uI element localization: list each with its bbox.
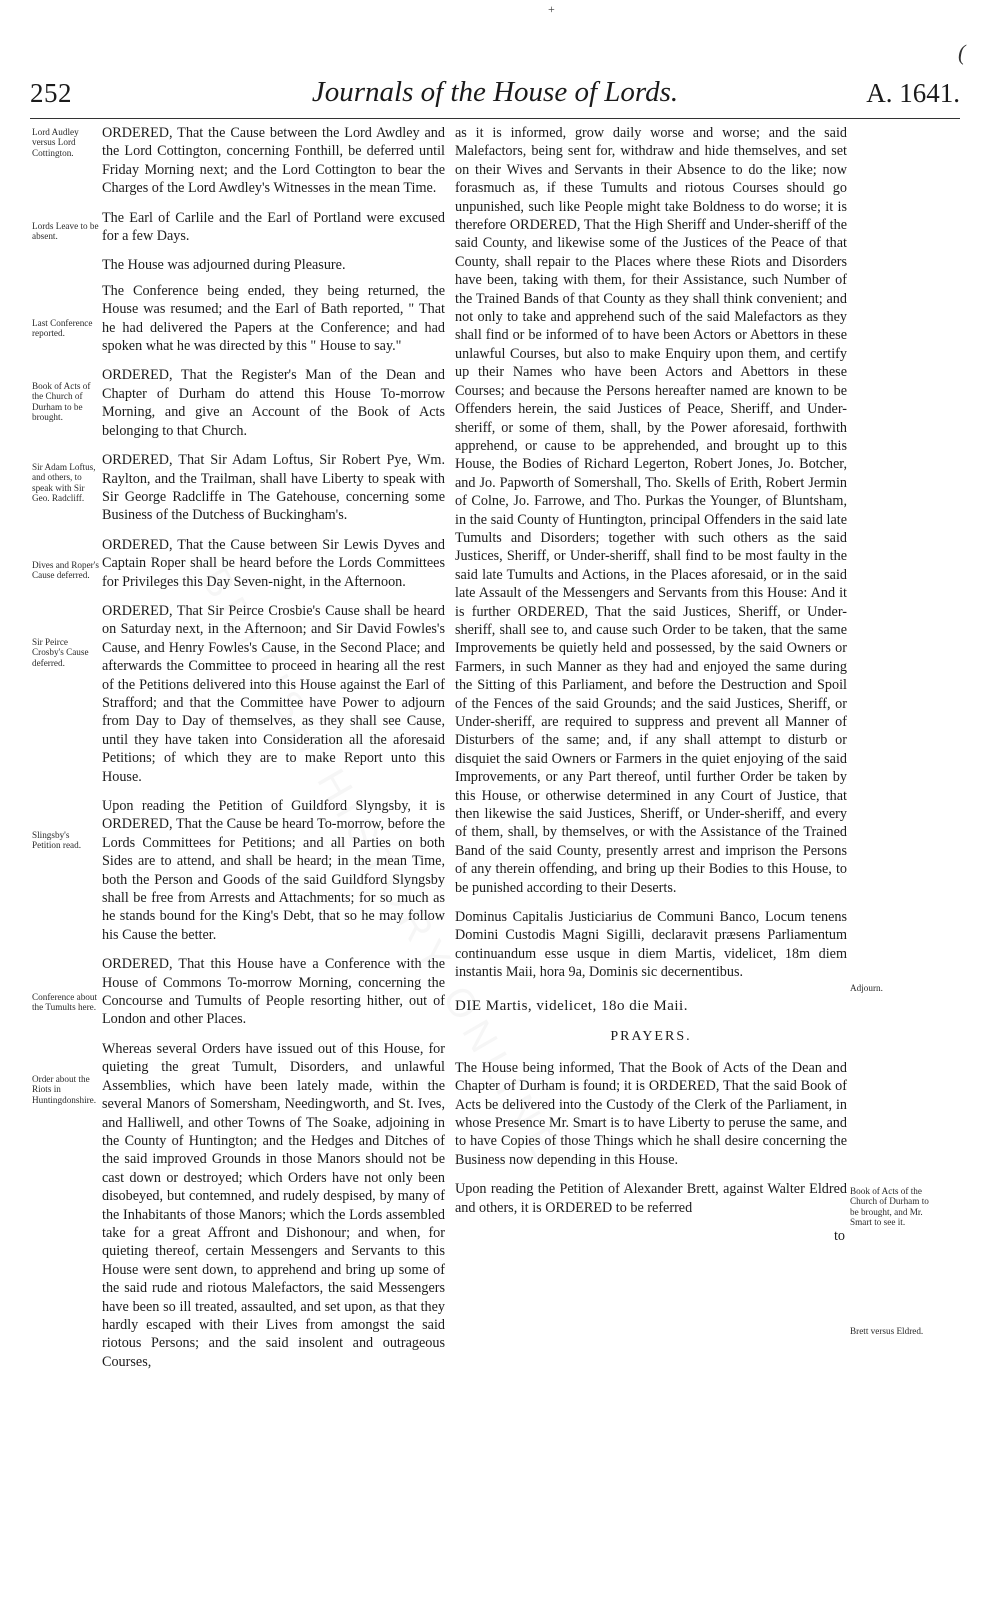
para-loftus: ORDERED, That Sir Adam Loftus, Sir Robert Pye, Wm. Raylton, and the Trailman, shall have Liberty to speak with Sir George Radcliffe in The Gatehouse, concerning some Business of the Dutchess of Buckingham's. (102, 452, 445, 524)
para-audley: ORDERED, That the Cause between the Lord Awdley and the Lord Cottington, concerning Fonthill, be deferred until Friday Morning next; and the Lord Cottington to bear the Charges of the Lord Awdley's Witnesses in the mean Time. (102, 125, 445, 197)
margin-note-slingsby: Slingsby's Petition read. (32, 830, 81, 851)
page-title: Journals of the House of Lords. (311, 76, 679, 108)
para-adjournment: Dominus Capitalis Justiciarius de Communi Banco, Locum tenens Domini Custodis Magni Sigilli, declaravit præsens Parliamentum continuandum esse usque in diem Martis, videlicet, 18m diem instantis Maii, hora 9a, Dominis sic decernentibus. (455, 909, 847, 981)
page-header (30, 62, 960, 122)
para-brett: Upon reading the Petition of Alexander Brett, against Walter Eldred and others, it is ORDERED to be referred (455, 1181, 847, 1216)
para-crosbie: ORDERED, That Sir Peirce Crosbie's Cause shall be heard on Saturday next, in the Afternoon; and Sir David Fowles's Cause, and Henry Fowles's Cause, in the Second Place; and afterwards the Committee to proceed in hearing all the rest of the Petitions delivered into this House against the Earl of Strafford; and that the Committee have Power to adjourn from Day to Day of themselves, as they shall see Cause, until they have taken into Consideration all the aforesaid Petitions; of which they are to make Report unto this House. (102, 602, 445, 785)
para-leave: The Earl of Carlile and the Earl of Portland were excused for a few Days. (102, 209, 445, 245)
margin-note-conference: Last Conference reported. (32, 318, 93, 339)
margin-note-audley: Lord Audley versus Lord Cottington. (32, 127, 79, 158)
margin-note-durham: Book of Acts of the Church of Durham to be brought. (32, 381, 91, 423)
page-year: A. 1641. (866, 78, 960, 108)
left-column (102, 118, 445, 1382)
para-durham-register: ORDERED, That the Register's Man of the Dean and Chapter of Durham do attend this House To-morrow Morning, and give an Account of the Book of Acts belonging to that Church. (102, 367, 445, 439)
page-number: 252 (30, 78, 72, 108)
right-column (455, 118, 847, 1245)
margin-note-leave: Lords Leave to be absent. (32, 221, 99, 242)
prayers-heading: PRAYERS. (610, 1028, 692, 1044)
day-heading: DIE Martis, videlicet, 18o die Maii. (455, 997, 688, 1014)
para-adjourned: The House was adjourned during Pleasure. (102, 257, 346, 274)
margin-note-durham-book: Book of Acts of the Church of Durham to be brought, and Mr. Smart to see it. (850, 1186, 929, 1228)
corner-mark: ( (958, 40, 966, 65)
margin-note-loftus: Sir Adam Loftus, and others, to speak with Sir Geo. Radcliff. (32, 462, 96, 504)
para-conference-report: The Conference being ended, they being returned, the House was resumed; and the Earl of Bath reported, " That he had delivered the Papers at the Conference; and had spoken what he was directed by this " House to say." (102, 282, 445, 355)
margin-note-adjourn: Adjourn. (850, 983, 883, 993)
margin-note-brett: Brett versus Eldred. (850, 1326, 924, 1336)
catchword: to (833, 1227, 845, 1244)
margin-note-riots: Order about the Riots in Huntingdonshire. (32, 1074, 97, 1105)
para-riots-continuation: as it is informed, grow daily worse and worse; and the said Malefactors, being sent for, withdraw and hide themselves, and set on their Wives and Servants in their Absence to do the like; now forasmuch as, if these Tumults and riotous Courses should go unpunished, such like People might take Boldness to do worse; it is therefore ORDERED, That the High Sheriff and Under-sheriff of the said County, and likewise some of the Justices of the Peace of that County, shall repair to the Places where these Riots and Disorders have been, taking with them, for their Assistance, such Number of the Trained Bands of that County as they shall think convenient; and not only to take and apprehend such of the said Malefactors as they shall find or be informed of to have been Actors or Abettors in these unlawful Courses, but also to make Enquiry upon them, and certify up their Names who have been Actors and Abettors in these Courses; and because the Persons hereafter named are known to be Offenders herein, the said Justices of Peace, Sheriff, and Under-sheriff, or some of them, shall, by the Power aforesaid, forthwith apprehend, or cause to be apprehended, and brought up to this House, the Bodies of Richard Legerton, Robert Jones, Jo. Botcher, and Jo. Papworth of Somershall, Tho. Skells of Erith, Robert Jermin of Colne, Jo. Farrowe, and Tho. Purkas the Younger, of Bluntsham, in the said County of Huntington, principal Offenders in the said late Tumults and Disorders; together with such others as the said Justices, Sheriff, or Under-sheriff, shall find to be most faulty in the said late Tumults and Actions, in the Places aforesaid, or in the said late Assault of the Messengers and Servants from this House: And it is further ORDERED, That the said Justices, Sheriff, or Under-sheriff, shall see to, and cause such Order to be taken, that the same Improvements be quietly held and possessed, by the said Owners or Farmers, in such Manner as they had and enjoyed the same during the Sitting of this Parliament, and before the Destruction and Spoil of the Fences of the said Grounds; and the said Justices, Sheriff, or Under-sheriff, are required to suppress and prevent all Manner of Disturbers of the same; and, if any shall attempt to disturb or disquiet the said Owners or Farmers in the quiet enjoying of the said Improvements, or any Part thereof, until further Order be taken by this House, or otherwise determined in any Court of Justice, that then likewise the said Justices, Sheriff, or Under-sheriff, and every of them, shall, by themselves, or with the Assistance of the Trained Band of the said County, presently arrest and imprison the Persons of any therein offending, and bring up their Bodies to this House, to be punished according to their Deserts. (455, 125, 847, 896)
para-riots-order: Whereas several Orders have issued out of this House, for quieting the great Tumult, Disorders, and unlawful Assemblies, which have been lately made, within the several Manors of Somersham, Needingworth, and St. Ives, and Halliwell, and other Towns of The Soake, adjoining in the County of Huntington; and the Hedges and Ditches of the said improved Grounds in those Manors should not be cast down or destroyed; which Orders have not only been disobeyed, but contemned, and rudely despised, by many of the Inhabitants of those Manors; which the Lords assembled take for a great Affront and Dishonour; and when, for quieting thereof, certain Messengers and Servants to this House were sent down, to apprehend and bring up some of the said rude and riotous Malefactors, the said Messengers have been so ill treated, assaulted, and set upon, as that they hardly escaped with their Lives from amongst the said riotous Persons; and the said insolent and outrageous Courses, (102, 1040, 445, 1370)
para-durham-book: The House being informed, That the Book of Acts of the Dean and Chapter of Durham is found; it is ORDERED, That the said Book of Acts be delivered into the Custody of the Clerk of the Parliament, in whose Presence Mr. Smart is to have Liberty to peruse the same, and to have Copies of those Things which he shall desire concerning the Business now depending in this House. (455, 1059, 847, 1168)
printer-mark: + (548, 2, 555, 16)
margin-note-crosby: Sir Peirce Crosby's Cause deferred. (32, 637, 89, 668)
para-dyves: ORDERED, That the Cause between Sir Lewis Dyves and Captain Roper shall be heard before the Lords Committees for Privileges this Day Seven-night, in the Afternoon. (102, 536, 445, 590)
margin-note-dives: Dives and Roper's Cause deferred. (32, 560, 99, 581)
para-slyngsby: Upon reading the Petition of Guildford Slyngsby, it is ORDERED, That the Cause be heard To-morrow, before the Lords Committees for Petitions; and all Parties on both Sides are to attend, and shall be heard; in the mean Time, both the Person and Goods of the said Guildford Slyngsby shall be free from Arrests and Attachments; for so much as he stands bound for the King's Debt, that so he may follow his Cause the better. (102, 798, 445, 943)
para-tumults-conference: ORDERED, That this House have a Conference with the House of Commons To-morrow Morning, concerning the Concourse and Tumults of People resorting hither, out of London and other Places. (102, 956, 445, 1028)
margin-note-tumults: Conference about the Tumults here. (32, 992, 98, 1013)
